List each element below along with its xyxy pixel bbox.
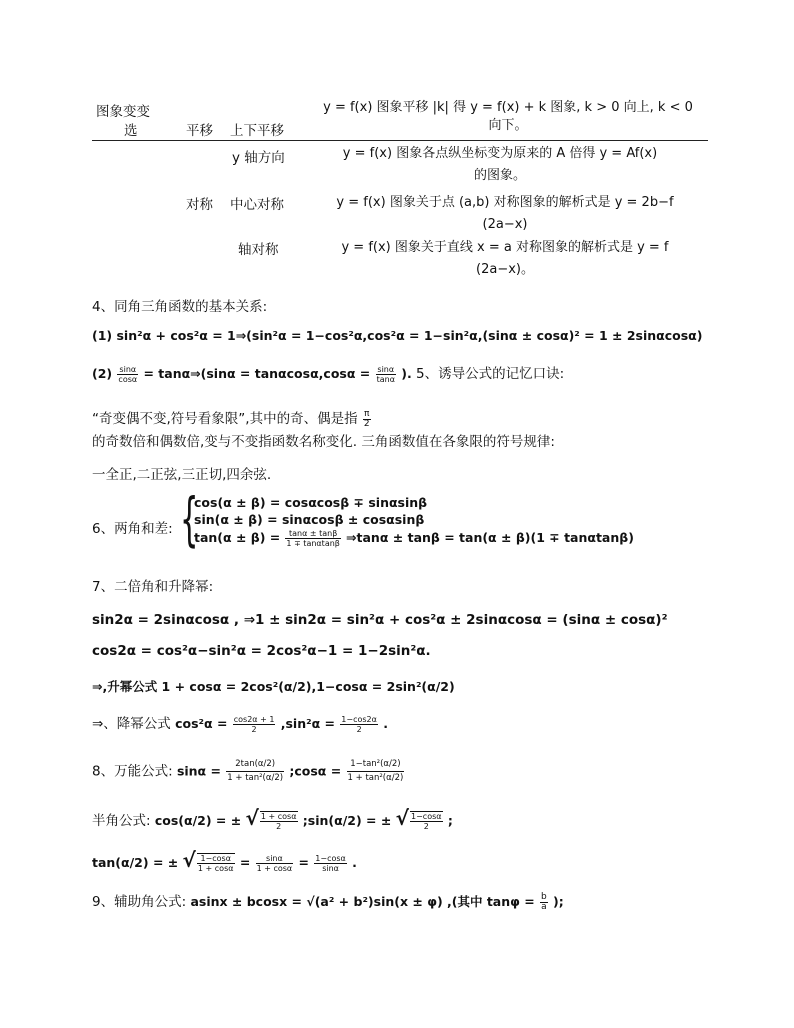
table-cell-symmetry: 对称 [186,197,213,213]
fraction-sin-cos: $\frac{\sin\alpha}{\cos\alpha}$ [118,364,138,384]
section-6-heading: 6、两角和差: [92,521,173,537]
table-desc-y-axis: y = f(x) 图象各点纵坐标变为原来的 A 倍得 y = Af(x) 的图象。 [342,146,658,183]
table-cell-y-axis: y 轴方向 [232,150,285,166]
table-cell-vertical-shift: 上下平移 [230,123,284,139]
sqrt-symbol: √ [182,848,196,872]
section-6-eq-cos: cos(α ± β) = cosαcosβ ∓ sinαsinβ [194,495,428,510]
section-6-eq-sin: sin(α ± β) = sinαcosβ ± cosαsinβ [194,512,425,527]
table-desc-vertical-shift: y = f(x) 图象平移 |k| 得 y = f(x) + k 图象, k > 0 向上, k < 0 向下。 [323,100,693,133]
brace-icon: { [180,485,199,553]
section-8-half-angle: 半角公式: cos(α/2) = ± √ $\frac{1 + \cos\alpha}{2}$ ;sin(α/2) = ± √ $\frac{1-\cos\alpha}{2}$ ; [92,806,453,831]
table-cell-translate: 平移 [186,123,213,139]
section-8-half-tan: tan(α/2) = ± √ $\frac{1-\cos\alpha}{1 + \cos\alpha}$ = $\frac{\sin\alpha}{1 + \cos\alpha}$ = $\frac{1-\cos\alpha}{\sin\alpha}$ . [92,848,357,873]
sqrt-symbol: √ [395,806,409,830]
section-4-heading: 4、同角三角函数的基本关系: [92,299,268,315]
table-cell-transform-label: 图象变变 [96,104,150,120]
table-cell-central-symmetry: 中心对称 [230,197,284,213]
section-5-heading: 5、诱导公式的记忆口诀: [416,366,565,382]
table-desc-axial-symmetry: y = f(x) 图象关于直线 x = a 对称图象的解析式是 y = f (2a−x)。 [341,240,669,277]
table-desc-central-symmetry: y = f(x) 图象关于点 (a,b) 对称图象的解析式是 y = 2b−f (2a−x) [336,195,674,232]
fraction-sin-tan: $\frac{\sin\alpha}{\tan\alpha}$ [376,364,395,384]
section-7-line-2: cos2α = cos²α−sin²α = 2cos²α−1 = 1−2sin²α. [92,643,431,659]
section-9-auxiliary-angle: 9、辅助角公式: asinx ± bcosx = √(a² + b²)sin(x ± φ) ,(其中 tanφ = $\frac{b}{a}$ ); [92,891,564,912]
section-7-line-3: ⇒,升幂公式 1 + cosα = 2cos²(α/2),1−cosα = 2sin²(α/2) [92,679,455,694]
section-7-line-4: ⇒、降幂公式 cos²α = $\frac{\cos 2\alpha + 1}{2}$ ,sin²α = $\frac{1-\cos 2\alpha}{2}$ . [92,714,388,734]
section-4-formula-1: (1) sin²α + cos²α = 1⇒(sin²α = 1−cos²α,cos²α = 1−sin²α,(sinα ± cosα)² = 1 ± 2sinαcosα) [92,328,703,343]
section-5-line-3: 一全正,二正弦,三正切,四余弦. [92,467,272,483]
table-divider [92,140,708,141]
section-4-formula-2: (2) $\frac{\sin\alpha}{\cos\alpha}$ = tanα⇒(sinα = tanαcosα,cosα = $\frac{\sin\alpha}{\tan\alpha}$ ). 5、诱导公式的记忆口诀: [92,364,565,384]
sqrt-symbol: √ [245,806,259,830]
section-5-line-1: “奇变偶不变,符号看象限”,其中的奇、偶是指 $\frac{\pi}{2}$ [92,408,370,429]
section-6-eq-tan: tan(α ± β) = $\frac{\tan\alpha \pm \tan\beta}{1 \mp \tan\alpha\tan\beta}$ ⇒tanα ± tanβ = tan(α ± β)(1 ∓ tanαtanβ) [194,529,634,548]
section-5-line-2: 的奇数倍和偶数倍,变与不变指函数名称变化. 三角函数值在各象限的符号规律: [92,434,555,450]
table-cell-axial-symmetry: 轴对称 [238,242,279,258]
table-cell-transform-label-2: 选 [124,123,138,139]
section-7-line-1: sin2α = 2sinαcosα , ⇒1 ± sin2α = sin²α + cos²α ± 2sinαcosα = (sinα ± cosα)² [92,612,668,628]
section-7-heading: 7、二倍角和升降幂: [92,579,214,595]
section-8-universal: 8、万能公式: sinα = $\frac{2\tan(\alpha/2)}{\text{1 + tan²(α/2)}}$ ;cosα = $\frac{\text{1−tan²(α/2)}}{\text{1 + tan²(α/2)}}$ [92,759,404,783]
